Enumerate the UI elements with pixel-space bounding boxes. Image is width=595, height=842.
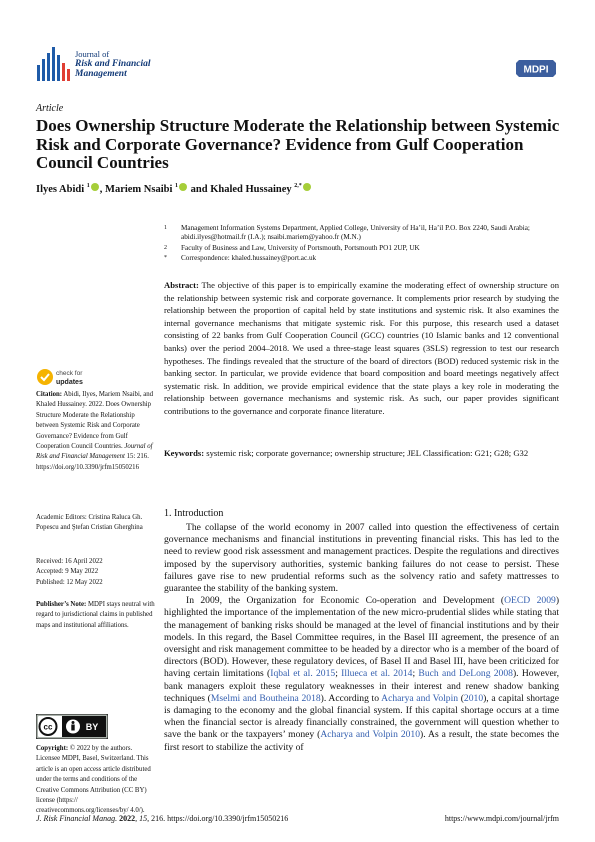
- text-run: ). According to: [320, 692, 382, 704]
- author-3[interactable]: and Khaled Hussainey: [190, 184, 292, 195]
- cc-by-license-icon[interactable]: [36, 714, 108, 739]
- keywords-text: systemic risk; corporate governance; ownership structure; JEL Classification: G21; G28; G32: [206, 448, 529, 458]
- check-label-1: check for: [56, 370, 83, 377]
- citation-link[interactable]: Acharya and Volpin 2010: [320, 729, 421, 741]
- abstract-label: Abstract:: [164, 280, 199, 290]
- citation-journal: Journal of Risk and Financial Management: [36, 443, 153, 461]
- check-label-2: updates: [56, 379, 83, 386]
- citation-link[interactable]: 2010: [463, 692, 484, 704]
- citation-link[interactable]: OECD 2009: [504, 595, 556, 607]
- article-type: Article: [36, 103, 64, 114]
- journal-line-2: Risk and Financial: [75, 59, 151, 69]
- citation-link[interactable]: Mselmi and Boutheina 2018: [210, 692, 321, 704]
- copyright-block: [36, 744, 156, 817]
- person-icon: [72, 721, 75, 724]
- author-3-affil: 2,*: [294, 183, 302, 189]
- cc-by-text: BY: [85, 722, 99, 732]
- author-1-affil: 1: [86, 183, 90, 189]
- journal-line-1: Journal of: [75, 49, 110, 59]
- check-for-updates-button[interactable]: [36, 366, 92, 388]
- text-run: ;: [412, 668, 419, 680]
- paper-title: Does Ownership Structure Moderate the Relationship between Systemic Risk and Corporate Governance? Evidence from Gulf Cooperation Council Countries: [36, 116, 560, 172]
- journal-logo-icon: [36, 45, 72, 83]
- abstract-text: The objective of this paper is to empirically examine the moderating effect of ownership structure on the relationship between systemic risk and corporate governance. It complements prior research by studying the relationship between the proportion of capital held by state institutions and systemic risk. It also examines the internal governance mechanisms that mitigate systemic risk. For this purpose, this research used a dataset consisting of 22 banks from Gulf Cooperation Council (GCC) countries (10 Islamic banks and 12 conventional banks) over the period 2004–2018. We used a three-stage least squares (3SLS) regression to test our research hypotheses. The findings revealed that the structure of the board of directors (BOD) reduced systemic risk in the banking sector. In particular, we provide evidence that board composition and board meetings negatively affect systematic risk. In addition, we provide empirical evidence that the state plays a key role in moderating the relationship between governance mechanisms and systemic risk. As such, our paper provides significant contributions to the governance and corporate finance literature.: [164, 280, 559, 416]
- accepted-date: Accepted: 9 May 2022: [36, 568, 99, 576]
- affiliation-number: 2: [164, 245, 167, 251]
- academic-editors: Academic Editors: Cristina Raluca Gh. Popescu and Ştefan Cristian Gherghina: [36, 514, 143, 532]
- copyright-label: Copyright:: [36, 745, 69, 752]
- published-date: Published: 12 May 2022: [36, 578, 103, 586]
- footer-volume: 15: [139, 814, 148, 823]
- copyright-text: © 2022 by the authors. Licensee MDPI, Basel, Switzerland. This article is an open access article distributed under the terms and conditions of the Creative Commons Attribution (CC BY) license (https:// creativecommons.org/licenses/by/ 4.0/).: [36, 745, 151, 815]
- author-2-affil: 1: [175, 183, 179, 189]
- affiliation-number: *: [164, 255, 167, 261]
- journal-line-3: Management: [75, 69, 127, 79]
- text-run: ) highlighted the importance of the implementation of the new micro-prudential slides while stating that the management of banking risks should be managed at the level of financial institutions and by their models. In this regard, the Basel Committee requires, in the Basel III agreement, the presence of an oversight and risk management committee to be headed by a director who is a member of the board of directors (BOD). However, these regulatory devices, of Basel II and Basel III, have been criticized for having certain limitations (: [164, 595, 560, 680]
- publisher-note-text: MDPI stays neutral with regard to jurisdictional claims in published maps and institutional affiliations.: [36, 601, 155, 629]
- orcid-icon[interactable]: [303, 183, 311, 191]
- affiliation-text: Faculty of Business and Law, University of Portsmouth, Portsmouth PO1 2UP, UK: [181, 244, 420, 252]
- footer-journal-url[interactable]: https://www.mdpi.com/journal/jrfm: [444, 814, 559, 823]
- author-list: Ilyes Abidi $^1$ , Mariem Nsaibi $^1$ and Khaled Hussainey $^{2,*}$: [36, 183, 312, 195]
- citation-label: Citation:: [36, 391, 63, 398]
- received-date: Received: 16 April 2022: [36, 558, 103, 565]
- orcid-icon[interactable]: [179, 183, 187, 191]
- footer-doi[interactable]: , 216. https://doi.org/10.3390/jrfm15050216: [147, 814, 289, 823]
- dates-block: [36, 557, 156, 588]
- mdpi-logo-text: MDPI: [523, 64, 549, 76]
- affiliation-text: Management Information Systems Department, Applied College, University of Ha’il, Ha’il P.O. Box 2240, Saudi Arabia; abidi.ilyes@hotmail.fr (I.A.); nsaibi.mariem@yahoo.fr (M.N.): [181, 224, 530, 242]
- citation-block: [36, 390, 156, 473]
- citation-link[interactable]: Acharya and Volpin: [381, 692, 459, 704]
- footer-citation: J. Risk Financial Manag. 2022, 15, 216. https://doi.org/10.3390/jrfm15050216: [36, 814, 289, 823]
- citation-tail[interactable]: 15: 216. https://doi.org/10.3390/jrfm15050216: [36, 453, 149, 471]
- affiliation-number: 1: [164, 225, 167, 231]
- citation-link[interactable]: Iqbal et al. 2015: [270, 668, 336, 680]
- author-2[interactable]: Mariem Nsaibi: [105, 184, 173, 195]
- footer-year: 2022: [119, 814, 136, 823]
- text-run: In 2009, the Organization for Economic Co-operation and Development (: [186, 595, 505, 607]
- text-run: (: [458, 692, 464, 704]
- text-run: ). As a result, the state becomes the first resort to stabilize the activity of: [164, 729, 559, 753]
- affiliation-text: Correspondence: khaled.hussainey@port.ac.uk: [181, 254, 317, 262]
- text-run: ;: [335, 668, 342, 680]
- intro-paragraph-2: [164, 595, 559, 754]
- orcid-icon[interactable]: [91, 183, 99, 191]
- publisher-note-label: Publisher’s Note:: [36, 601, 87, 608]
- citation-link[interactable]: Buch and DeLong 2008: [418, 668, 513, 680]
- citation-text: Abidi, Ilyes, Mariem Nsaibi, and Khaled Hussainey. 2022. Does Ownership Structure Moderate the Relationship between Systemic Risk and Corporate Governance? Evidence from Gulf Cooperation Council Countries.: [36, 391, 154, 451]
- text-run: ). However, bank managers exploit these regulatory weaknesses in their interest and renew shadow banking techniques (: [164, 668, 559, 704]
- publisher-note: [36, 600, 156, 631]
- introduction-body: [164, 522, 559, 754]
- intro-paragraph-1: The collapse of the world economy in 2007 called into question the effectiveness of certain governance mechanisms and financial institutions in preventing financial risks. This has led to the need to review good risk assessment and management practices. Despite the regulations and directives imposed by the supervisory authorities, systemic banking failures do not cease to persist. These failures gave rise to new prudential reforms such as the solvency ratio and safety mattresses to guarantee the stability of the banking system.: [164, 522, 559, 595]
- section-heading-introduction: 1. Introduction: [164, 508, 224, 519]
- author-1[interactable]: Ilyes Abidi: [36, 184, 85, 195]
- mdpi-logo: [516, 60, 556, 77]
- footer-journal: J. Risk Financial Manag.: [36, 814, 118, 823]
- keywords-label: Keywords:: [164, 448, 205, 458]
- text-run: ), a capital shortage is damaging to the economy and the global financial system. If this capital shortage occurs at a time when the financial sector is already financially constrained, the government will question whether to save the bank or the taxpayers’ money (: [164, 692, 560, 741]
- cc-glyph: cc: [43, 722, 53, 732]
- keywords: [164, 447, 559, 460]
- journal-name: [75, 49, 151, 79]
- abstract: [164, 279, 559, 418]
- citation-link[interactable]: Illueca et al. 2014: [341, 668, 413, 680]
